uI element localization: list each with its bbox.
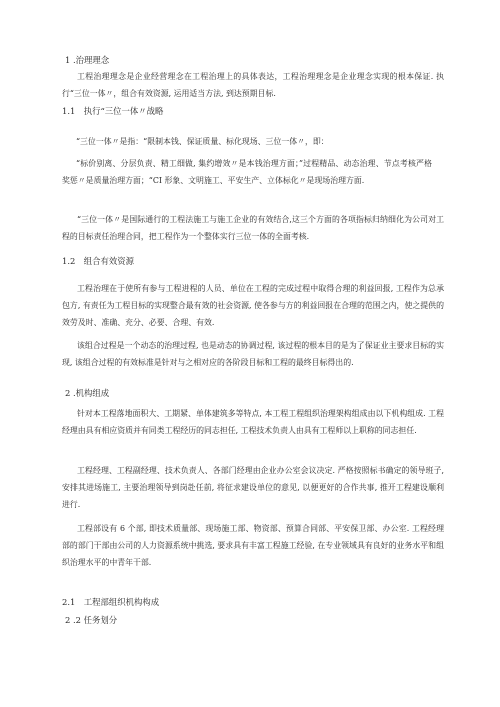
paragraph-resources-1: 工程治理在于使所有参与工程进程的人员、单位在工程的完成过程中取得合理的利益回报, 工程作为总承包方, 有责任为工程目标的实现整合最有效的社会资源, 使各参与方的利益回报在合理的范围之内，使之提供的效劳及时、准确、充分、必要、合理、有效.: [62, 284, 444, 327]
paragraph-resources-2: 该组合过程是一个动态的治理过程, 也是动态的协调过程, 该过程的根本目的是为了保证业主要求目标的实现, 该组合过程的有效标准是针对与之相对应的各阶段目标和工程的最终目标得出的.: [62, 341, 444, 367]
paragraph-organization-1: 针对本工程落地面积大、工期紧、单体建筑多等特点, 本工程工程组织治理架构组成由以下机构组成. 工程经理由具有相应资质并有同类工程经历的同志担任, 工程技术负责人由具有工程师以上职称的同志担任.: [62, 409, 444, 435]
heading-resources: 1.2 组合有效资源: [62, 256, 134, 266]
paragraph-organization-2: 工程经理、工程副经理、技术负责人、各部门经理由企业办公室会议决定. 严格按照标书确定的领导班子, 安排其进场施工, 主要治理领导到岗赴任前, 将征求建设单位的意见, 以便更好的合作共事, 推开工程建设顺利进行.: [62, 466, 444, 509]
heading-philosophy: 1 .治理理念: [65, 55, 110, 65]
paragraph-three-in-one-def: “三位一体〃是指：“限制本钱、保证质量、标化现场、三位一体〃，即：: [76, 137, 329, 146]
paragraph-organization-3: 工程部设有 6 个部, 即技术质量部、现场施工部、物资部、预算合同部、平安保卫部、办公室. 工程经理部的部门干部由公司的人力资源系统中挑选, 要求具有丰富工程施工经验, 在专业领域具有良好的业务水平和组织治理水平的中青年干部.: [62, 524, 444, 567]
heading-organization: 2 .机构组成: [65, 388, 110, 398]
heading-org-structure: 2.1 工程部组织机构构成: [62, 597, 160, 607]
heading-three-in-one: 1.1 执行“三位一体〃战略: [62, 106, 164, 116]
paragraph-three-in-one-detail: “标价别离、分层负责、精工细做, 集约增效〃是本钱治理方面；”过程精品、动态治理、节点考核严格奖惩〃是质量治理方面；“CI 形象、文明施工、平安生产、立体标化〃是现场治理方面.: [62, 159, 432, 185]
heading-task-division: 2 .2 任务划分: [65, 615, 118, 625]
paragraph-three-in-one-summary: “三位一体〃是国际通行的工程法施工与施工企业的有效结合,这三个方面的各项指标归纳细化为公司对工程的目标责任治理合同，把工程作为一个整体实行三位一体的全面考核.: [62, 215, 444, 241]
paragraph-philosophy-intro: 工程治理理念是企业经营理念在工程治理上的具体表达，工程治理理念是企业理念实现的根本保证. 执行“三位一体〃，组合有效资源, 运用适当方法, 到达预期目标.: [62, 72, 444, 98]
